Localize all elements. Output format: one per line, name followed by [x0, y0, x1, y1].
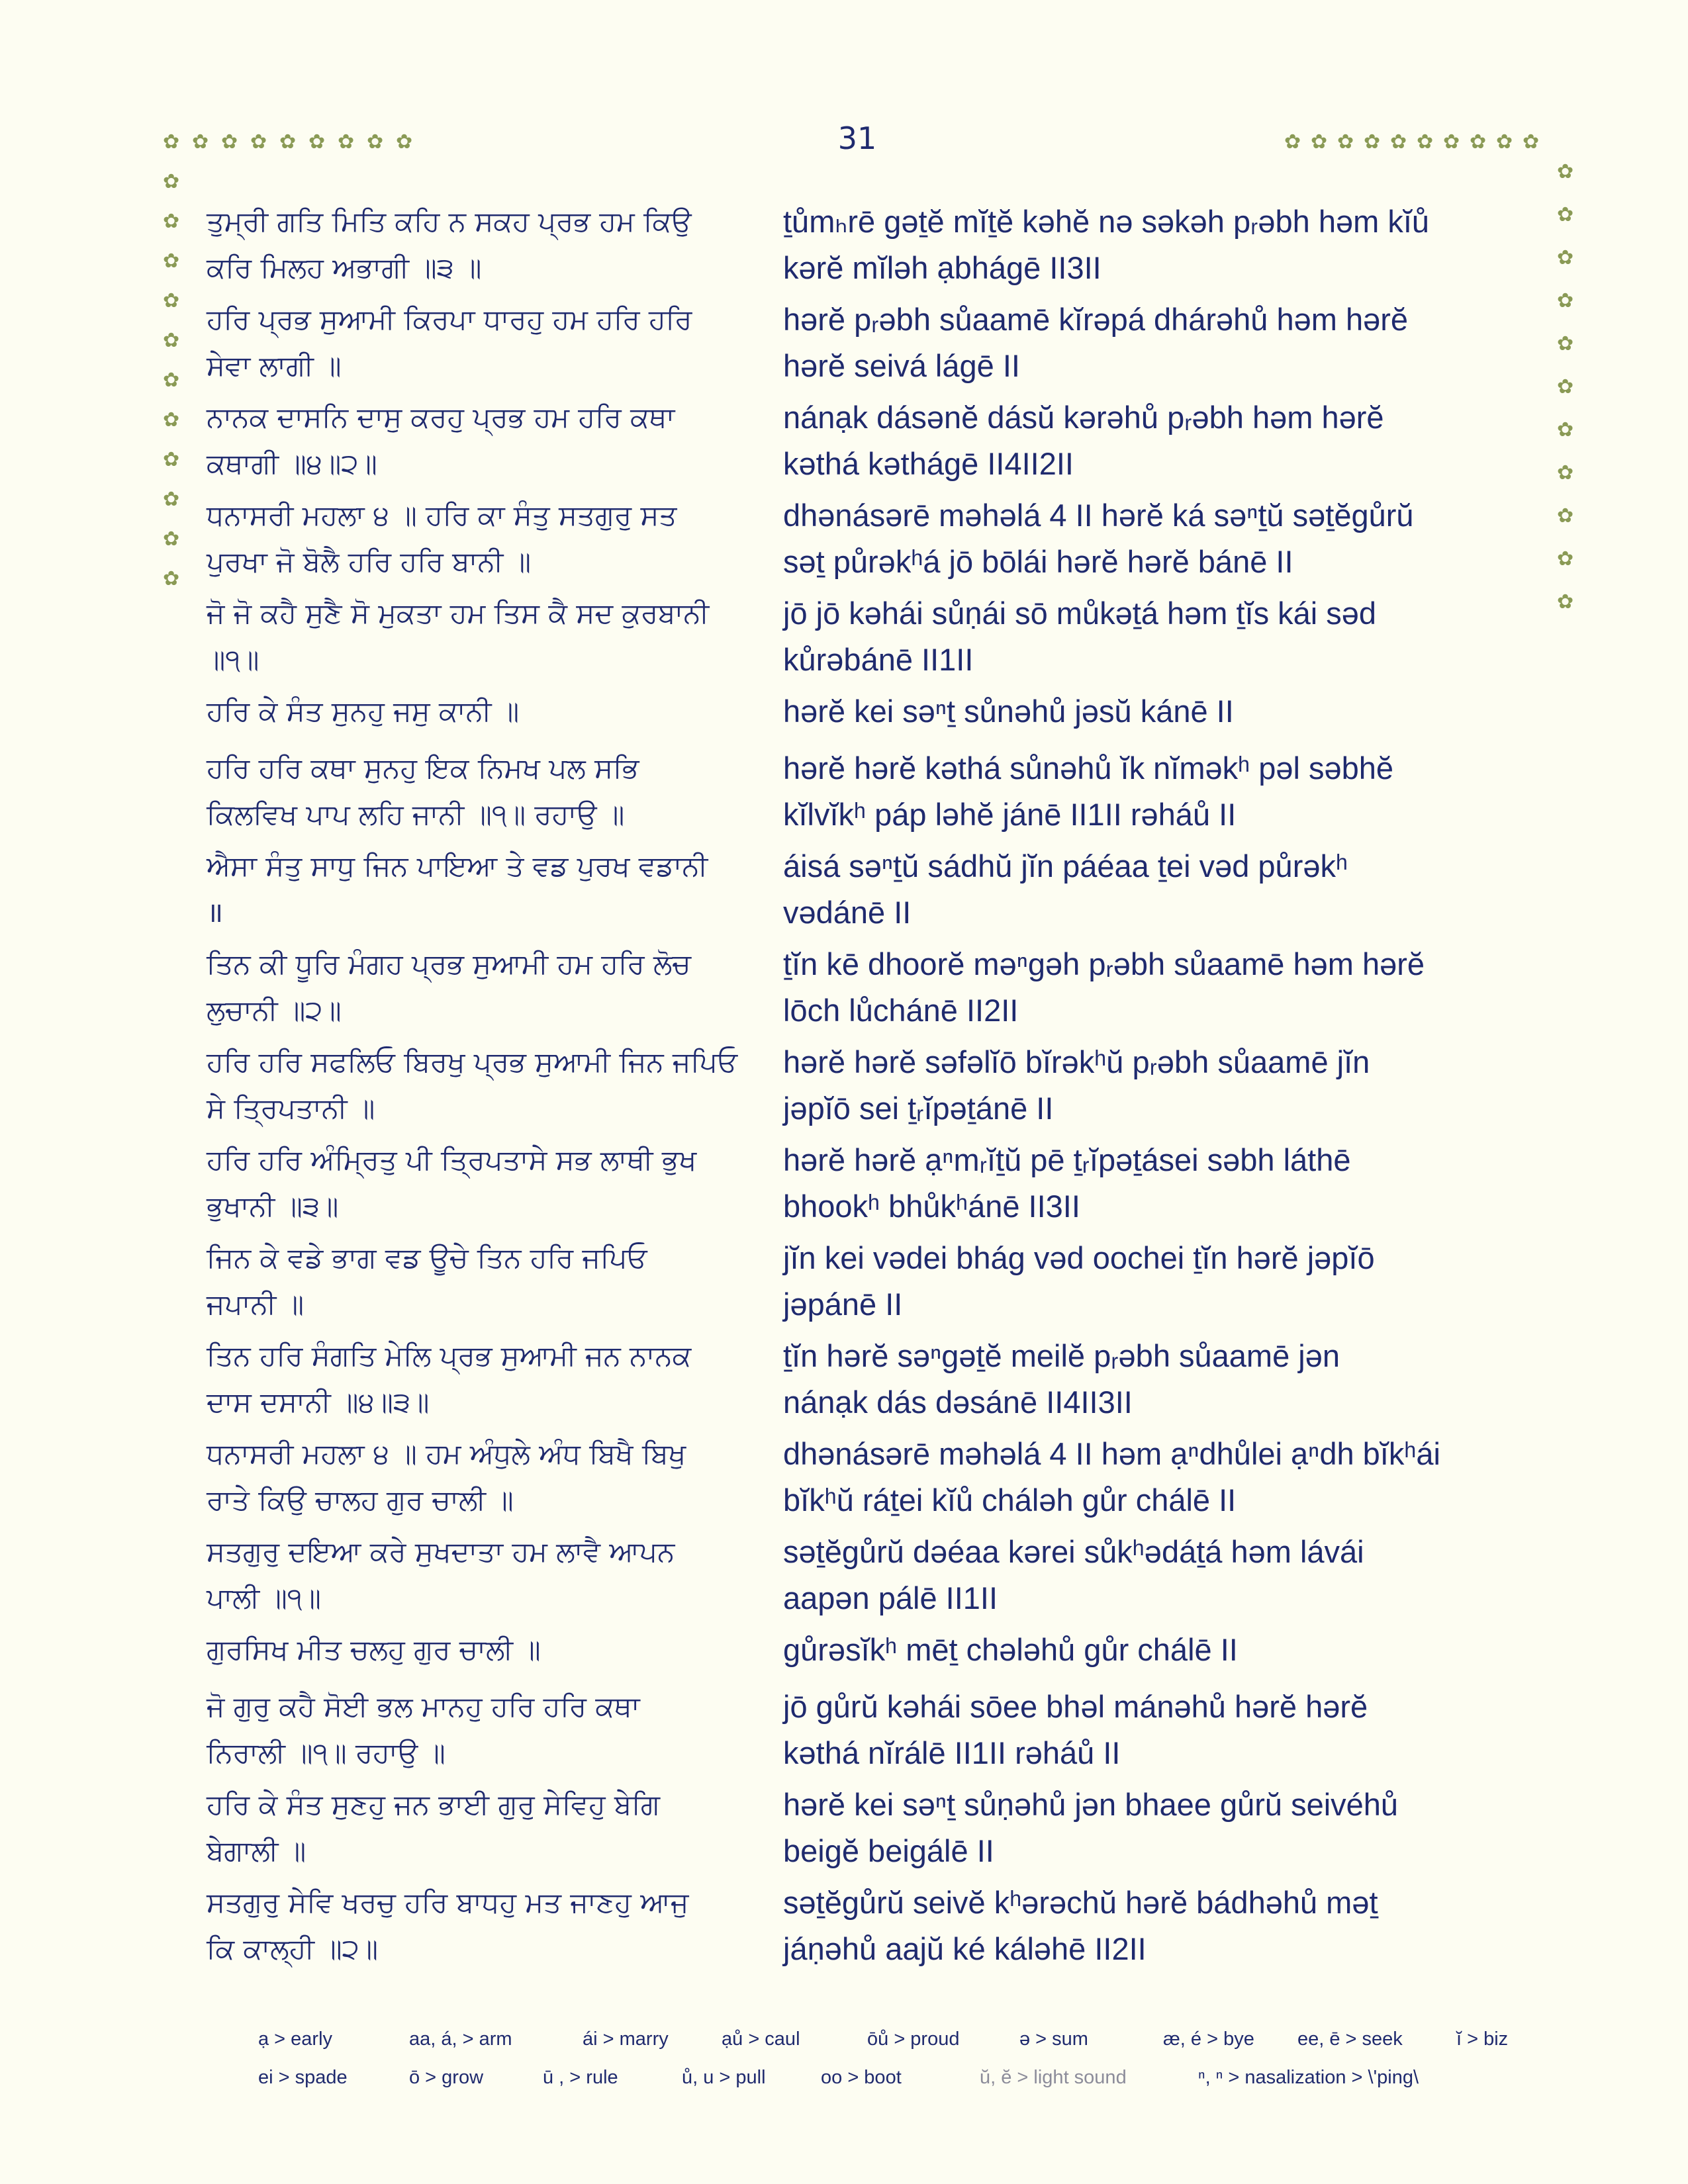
- gurmukhi-line: ਲੁਚਾਨੀ ॥੨॥: [207, 994, 342, 1026]
- gurmukhi-line: ਤਿਨ ਹਰਿ ਸੰਗਤਿ ਮੇਲਿ ਪ੍ਰਭ ਸੁਆਮੀ ਜਨ ਨਾਨਕ: [207, 1340, 692, 1372]
- transliteration-line: səṯĕgůrŭ seivĕ kʰərəchŭ hərĕ bádhəhů məṯ: [783, 1885, 1378, 1920]
- flower-icon: ✿: [338, 130, 355, 154]
- transliteration-line: beigĕ beigálē II: [783, 1833, 994, 1868]
- legend-item: ŭ, ĕ > light sound: [980, 2067, 1127, 2088]
- gurmukhi-text: [207, 688, 763, 735]
- flower-icon: ✿: [192, 130, 209, 154]
- gurmukhi-text: [207, 1627, 763, 1673]
- transliteration-line: dhənásərē məhəlá 4 II həm ạⁿdhůlei ạⁿdh bĭkʰái: [783, 1436, 1440, 1471]
- gurmukhi-line: ਰਾਤੇ ਕਿਉ ਚਾਲਹ ਗੁਰ ਚਾਲੀ ॥: [207, 1484, 514, 1516]
- flower-icon: ✿: [163, 527, 180, 551]
- gurmukhi-line: ਦਾਸ ਦਸਾਨੀ ॥੪॥੩॥: [207, 1386, 430, 1418]
- legend-item: ⁿ, ⁿ > nasalization > \'ping\: [1198, 2067, 1419, 2088]
- flower-icon: ✿: [163, 289, 180, 312]
- transliteration-line: bhookʰ bhůkʰánē II3II: [783, 1189, 1080, 1224]
- transliteration-line: səṯ půrəkʰá jō bōlái hərĕ hərĕ bánē II: [783, 544, 1293, 579]
- gurmukhi-line: ॥: [207, 896, 224, 929]
- flower-icon: ✿: [1523, 130, 1540, 154]
- transliteration-line: gůrəsĭkʰ mēṯ chələhů gůr chálē II: [783, 1632, 1238, 1667]
- transliteration-line: kəthá nĭrálē II1II rəháů II: [783, 1735, 1121, 1770]
- flower-icon: ✿: [1557, 547, 1574, 570]
- gurmukhi-text: [207, 1039, 763, 1132]
- flower-icon: ✿: [163, 369, 180, 392]
- legend-item: ạ > early: [258, 2028, 333, 2050]
- transliteration-line: aapən pálē II1II: [783, 1580, 998, 1615]
- flower-icon: ✿: [1337, 130, 1354, 154]
- flower-icon: ✿: [163, 210, 180, 233]
- transliteration-line: hərĕ hərĕ ạⁿmᵣĭṯŭ pē ṯᵣĭpəṯásei səbh láthē: [783, 1142, 1351, 1177]
- transliteration-line: bĭkʰŭ ráṯei kĭů cháləh gůr chálē II: [783, 1482, 1237, 1518]
- gurmukhi-line: ਕਰਿ ਮਿਲਹ ਅਭਾਗੀ ॥੩ ॥: [207, 251, 482, 284]
- flower-icon: ✿: [163, 170, 180, 193]
- gurmukhi-line: ਪਾਲੀ ॥੧॥: [207, 1582, 321, 1614]
- legend-item: ů, u > pull: [682, 2067, 766, 2088]
- gurmukhi-text: [207, 1684, 763, 1776]
- flower-icon: ✿: [163, 250, 180, 273]
- legend-item: ái > marry: [583, 2028, 669, 2050]
- flower-icon: ✿: [1390, 130, 1407, 154]
- legend-item: ō > grow: [409, 2067, 484, 2088]
- gurmukhi-line: ਹਰਿ ਹਰਿ ਕਥਾ ਸੁਨਹੁ ਇਕ ਨਿਮਖ ਪਲ ਸਭਿ: [207, 752, 639, 784]
- legend-item: ōů > proud: [867, 2028, 960, 2050]
- flower-icon: ✿: [1557, 418, 1574, 441]
- flower-icon: ✿: [163, 488, 180, 511]
- transliteration-line: ṯĭn kē dhoorĕ məⁿgəh pᵣəbh sůaamē həm hərĕ: [783, 946, 1425, 981]
- gurmukhi-text: [207, 1137, 763, 1230]
- transliteration-text: [783, 199, 1524, 291]
- transliteration-line: nánạk dás dəsánē II4II3II: [783, 1385, 1133, 1420]
- gurmukhi-line: ਨਾਨਕ ਦਾਸਨਿ ਦਾਸੁ ਕਰਹੁ ਪ੍ਰਭ ਹਮ ਹਰਿ ਕਥਾ: [207, 401, 675, 433]
- gurmukhi-line: ਧਨਾਸਰੀ ਮਹਲਾ ੪ ॥ ਹਮ ਅੰਧੁਲੇ ਅੰਧ ਬਿਖੈ ਬਿਖੁ: [207, 1437, 686, 1470]
- flower-icon: ✿: [367, 130, 384, 154]
- gurmukhi-line: ਹਰਿ ਕੇ ਸੰਤ ਸੁਨਹੁ ਜਸੁ ਕਾਨੀ ॥: [207, 695, 520, 727]
- legend-row-1: [258, 2028, 1516, 2067]
- gurmukhi-line: ਗੁਰਸਿਖ ਮੀਤ ਚਲਹੁ ਗੁਰ ਚਾਲੀ ॥: [207, 1633, 541, 1666]
- transliteration-line: hərĕ kei səⁿṯ sůṇəhů jən bhaee gůrŭ seivéhů: [783, 1787, 1399, 1822]
- transliteration-text: [783, 1684, 1524, 1776]
- transliteration-line: vədánē II: [783, 895, 912, 930]
- flower-icon: ✿: [1557, 504, 1574, 527]
- flower-icon: ✿: [1557, 203, 1574, 226]
- gurmukhi-line: ਤਿਨ ਕੀ ਧੂਰਿ ਮੰਗਹ ਪ੍ਰਭ ਸੁਆਮੀ ਹਮ ਹਰਿ ਲੋਚ: [207, 948, 691, 980]
- flower-icon: ✿: [1557, 590, 1574, 614]
- transliteration-text: [783, 1137, 1524, 1230]
- gurmukhi-line: ਜਿਨ ਕੇ ਵਡੇ ਭਾਗ ਵਡ ਊਚੇ ਤਿਨ ਹਰਿ ਜਪਿਓ: [207, 1242, 647, 1274]
- transliteration-line: səṯĕgůrŭ dəéaa kərei sůkʰədáṯá həm lávái: [783, 1534, 1364, 1569]
- gurmukhi-line: ਪੁਰਖਾ ਜੋ ਬੋਲੈ ਹਰਿ ਹਰਿ ਬਾਨੀ ॥: [207, 545, 532, 578]
- transliteration-text: [783, 1529, 1524, 1621]
- legend-item: oo > boot: [821, 2067, 902, 2088]
- transliteration-text: [783, 1880, 1524, 1972]
- gurmukhi-text: [207, 1782, 763, 1874]
- transliteration-text: [783, 394, 1524, 487]
- gurmukhi-line: ਕਥਾਗੀ ॥੪॥੨॥: [207, 447, 377, 480]
- transliteration-text: [783, 1333, 1524, 1426]
- flower-icon: ✿: [1557, 289, 1574, 312]
- gurmukhi-line: ਹਰਿ ਹਰਿ ਅੰਮ੍ਰਿਤੁ ਪੀ ਤ੍ਰਿਪਤਾਸੇ ਸਭ ਲਾਥੀ ਭੁਖ: [207, 1144, 697, 1176]
- transliteration-line: lōch lůchánē II2II: [783, 993, 1019, 1028]
- flower-icon: ✿: [1496, 130, 1513, 154]
- legend-item: æ, é > bye: [1163, 2028, 1254, 2050]
- flower-icon: ✿: [163, 448, 180, 471]
- gurmukhi-text: [207, 1235, 763, 1328]
- gurmukhi-text: [207, 1431, 763, 1524]
- flower-icon: ✿: [163, 567, 180, 590]
- transliteration-line: hərĕ seivá lágē II: [783, 348, 1020, 383]
- gurmukhi-line: ਐਸਾ ਸੰਤੁ ਸਾਧੁ ਜਿਨ ਪਾਇਆ ਤੇ ਵਡ ਪੁਰਖ ਵਡਾਨੀ: [207, 850, 708, 882]
- gurmukhi-line: ਸਤਗੁਰੁ ਦਇਆ ਕਰੇ ਸੁਖਦਾਤਾ ਹਮ ਲਾਵੈ ਆਪਨ: [207, 1535, 675, 1568]
- transliteration-line: áisá səⁿṯŭ sádhŭ jĭn páéaa ṯei vəd půrəkʰ: [783, 848, 1348, 884]
- transliteration-line: jəpánē II: [783, 1287, 903, 1322]
- gurmukhi-line: ਕਿਲਵਿਖ ਪਾਪ ਲਹਿ ਜਾਨੀ ॥੧॥ ਰਹਾਉ ॥: [207, 798, 625, 831]
- gurmukhi-text: [207, 296, 763, 389]
- gurmukhi-text: [207, 1880, 763, 1972]
- gurmukhi-line: ਕਿ ਕਾਲ੍ਹੀ ॥੨॥: [207, 1933, 379, 1965]
- legend-item: ĭ > biz: [1456, 2028, 1509, 2050]
- flower-icon: ✿: [1557, 461, 1574, 484]
- flower-icon: ✿: [221, 130, 238, 154]
- gurmukhi-text: [207, 1529, 763, 1621]
- flower-icon: ✿: [163, 130, 180, 154]
- gurmukhi-line: ਸੇ ਤ੍ਰਿਪਤਾਨੀ ॥: [207, 1092, 375, 1124]
- legend-item: ee, ē > seek: [1297, 2028, 1403, 2050]
- transliteration-line: hərĕ pᵣəbh sůaamē kĭrəpá dhárəhů həm hərĕ: [783, 302, 1409, 337]
- gurmukhi-line: ਨਿਰਾਲੀ ॥੧॥ ਰਹਾਉ ॥: [207, 1737, 445, 1769]
- flower-icon: ✿: [163, 329, 180, 352]
- gurmukhi-line: ਜਪਾਨੀ ॥: [207, 1288, 305, 1320]
- flower-icon: ✿: [308, 130, 326, 154]
- transliteration-text: [783, 745, 1524, 838]
- flower-icon: ✿: [1443, 130, 1460, 154]
- gurmukhi-line: ਭੁਖਾਨੀ ॥੩॥: [207, 1190, 339, 1222]
- transliteration-text: [783, 1235, 1524, 1328]
- transliteration-line: jō jō kəhái sůṇái sō můkəṯá həm ṯĭs kái səd: [783, 596, 1377, 631]
- gurmukhi-text: [207, 492, 763, 585]
- transliteration-line: kərĕ mĭləh ạbhágē II3II: [783, 250, 1102, 285]
- transliteration-line: jō gůrŭ kəhái sōee bhəl mánəhů hərĕ hərĕ: [783, 1689, 1368, 1724]
- gurmukhi-line: ਜੋ ਗੁਰੁ ਕਹੈ ਸੋਈ ਭਲ ਮਾਨਹੁ ਹਰਿ ਹਰਿ ਕਥਾ: [207, 1690, 640, 1723]
- transliteration-text: [783, 296, 1524, 389]
- gurmukhi-text: [207, 941, 763, 1034]
- transliteration-line: ṯůmₕrē gəṯĕ mĭṯĕ kəhĕ nə səkəh pᵣəbh həm kĭů: [783, 204, 1430, 239]
- transliteration-line: nánạk dásənĕ dásŭ kərəhů pᵣəbh həm hərĕ: [783, 400, 1384, 435]
- flower-icon: ✿: [1284, 130, 1301, 154]
- gurmukhi-line: ਹਰਿ ਪ੍ਰਭ ਸੁਆਮੀ ਕਿਰਪਾ ਧਾਰਹੁ ਹਮ ਹਰਿ ਹਰਿ: [207, 303, 692, 336]
- transliteration-line: jĭn kei vədei bhág vəd oochei ṯĭn hərĕ jəpĭō: [783, 1240, 1375, 1275]
- gurmukhi-text: [207, 745, 763, 838]
- transliteration-line: kəthá kəthágē II4II2II: [783, 446, 1074, 481]
- transliteration-text: [783, 843, 1524, 936]
- legend-item: aa, á, > arm: [409, 2028, 512, 2050]
- transliteration-text: [783, 1782, 1524, 1874]
- transliteration-line: kůrəbánē II1II: [783, 642, 974, 677]
- transliteration-line: ṯĭn hərĕ səⁿgəṯĕ meilĕ pᵣəbh sůaamē jən: [783, 1338, 1340, 1373]
- legend-item: ei > spade: [258, 2067, 348, 2088]
- gurmukhi-text: [207, 590, 763, 683]
- flower-icon: ✿: [1557, 160, 1574, 183]
- transliteration-text: [783, 688, 1524, 735]
- gurmukhi-line: ॥੧॥: [207, 643, 259, 676]
- flower-icon: ✿: [396, 130, 413, 154]
- flower-icon: ✿: [1417, 130, 1434, 154]
- gurmukhi-line: ਸਤਗੁਰੁ ਸੇਵਿ ਖਰਚੁ ਹਰਿ ਬਾਧਹੁ ਮਤ ਜਾਣਹੁ ਆਜੁ: [207, 1886, 689, 1919]
- flower-icon: ✿: [279, 130, 297, 154]
- transliteration-line: jəpĭō sei ṯᵣĭpəṯánē II: [783, 1091, 1054, 1126]
- page-number: 31: [837, 120, 877, 156]
- flower-icon: ✿: [250, 130, 267, 154]
- transliteration-line: hərĕ hərĕ səfəlĭō bĭrəkʰŭ pᵣəbh sůaamē jĭn: [783, 1044, 1370, 1079]
- gurmukhi-line: ਜੋ ਜੋ ਕਹੈ ਸੁਣੈ ਸੋ ਮੁਕਤਾ ਹਮ ਤਿਸ ਕੈ ਸਦ ਕੁਰਬਾਨੀ: [207, 597, 710, 629]
- pronunciation-legend: [258, 2028, 1516, 2105]
- gurmukhi-line: ਧਨਾਸਰੀ ਮਹਲਾ ੪ ॥ ਹਰਿ ਕਾ ਸੰਤੁ ਸਤਗੁਰੁ ਸਤ: [207, 499, 677, 531]
- gurmukhi-text: [207, 199, 763, 291]
- legend-row-2: [258, 2067, 1516, 2105]
- flower-icon: ✿: [1557, 332, 1574, 355]
- transliteration-text: [783, 1039, 1524, 1132]
- transliteration-text: [783, 492, 1524, 585]
- transliteration-line: jáṇəhů aajŭ ké káləhē II2II: [783, 1931, 1147, 1966]
- transliteration-text: [783, 1627, 1524, 1673]
- gurmukhi-line: ਹਰਿ ਕੇ ਸੰਤ ਸੁਣਹੁ ਜਨ ਭਾਈ ਗੁਰੁ ਸੇਵਿਹੁ ਬੇਗਿ: [207, 1788, 660, 1821]
- legend-item: ū , > rule: [543, 2067, 618, 2088]
- gurmukhi-text: [207, 394, 763, 487]
- transliteration-line: hərĕ kei səⁿṯ sůnəhů jəsŭ kánē II: [783, 694, 1234, 729]
- transliteration-line: hərĕ hərĕ kəthá sůnəhů ĭk nĭməkʰ pəl səbhĕ: [783, 751, 1394, 786]
- gurmukhi-line: ਬੇਗਾਲੀ ॥: [207, 1835, 306, 1867]
- flower-icon: ✿: [1311, 130, 1328, 154]
- gurmukhi-line: ਹਰਿ ਹਰਿ ਸਫਲਿਓ ਬਿਰਖੁ ਪ੍ਰਭ ਸੁਆਮੀ ਜਿਨ ਜਪਿਓ: [207, 1046, 738, 1078]
- transliteration-text: [783, 941, 1524, 1034]
- gurmukhi-text: [207, 843, 763, 936]
- flower-icon: ✿: [1557, 375, 1574, 398]
- legend-item: ə > sum: [1019, 2028, 1088, 2050]
- gurmukhi-line: ਸੇਵਾ ਲਾਗੀ ॥: [207, 349, 342, 382]
- gurmukhi-text: [207, 1333, 763, 1426]
- transliteration-text: [783, 1431, 1524, 1524]
- flower-icon: ✿: [1470, 130, 1487, 154]
- legend-item: ạů > caul: [722, 2028, 800, 2050]
- transliteration-line: dhənásərē məhəlá 4 II hərĕ ká səⁿṯŭ səṯĕgůrŭ: [783, 498, 1414, 533]
- flower-icon: ✿: [163, 408, 180, 432]
- transliteration-line: kĭlvĭkʰ páp ləhĕ jánē II1II rəháů II: [783, 797, 1237, 832]
- gurmukhi-line: ਤੁਮ੍ਰੀ ਗਤਿ ਮਿਤਿ ਕਹਿ ਨ ਸਕਹ ਪ੍ਰਭ ਹਮ ਕਿਉ: [207, 205, 692, 238]
- transliteration-text: [783, 590, 1524, 683]
- flower-icon: ✿: [1364, 130, 1381, 154]
- flower-icon: ✿: [1557, 246, 1574, 269]
